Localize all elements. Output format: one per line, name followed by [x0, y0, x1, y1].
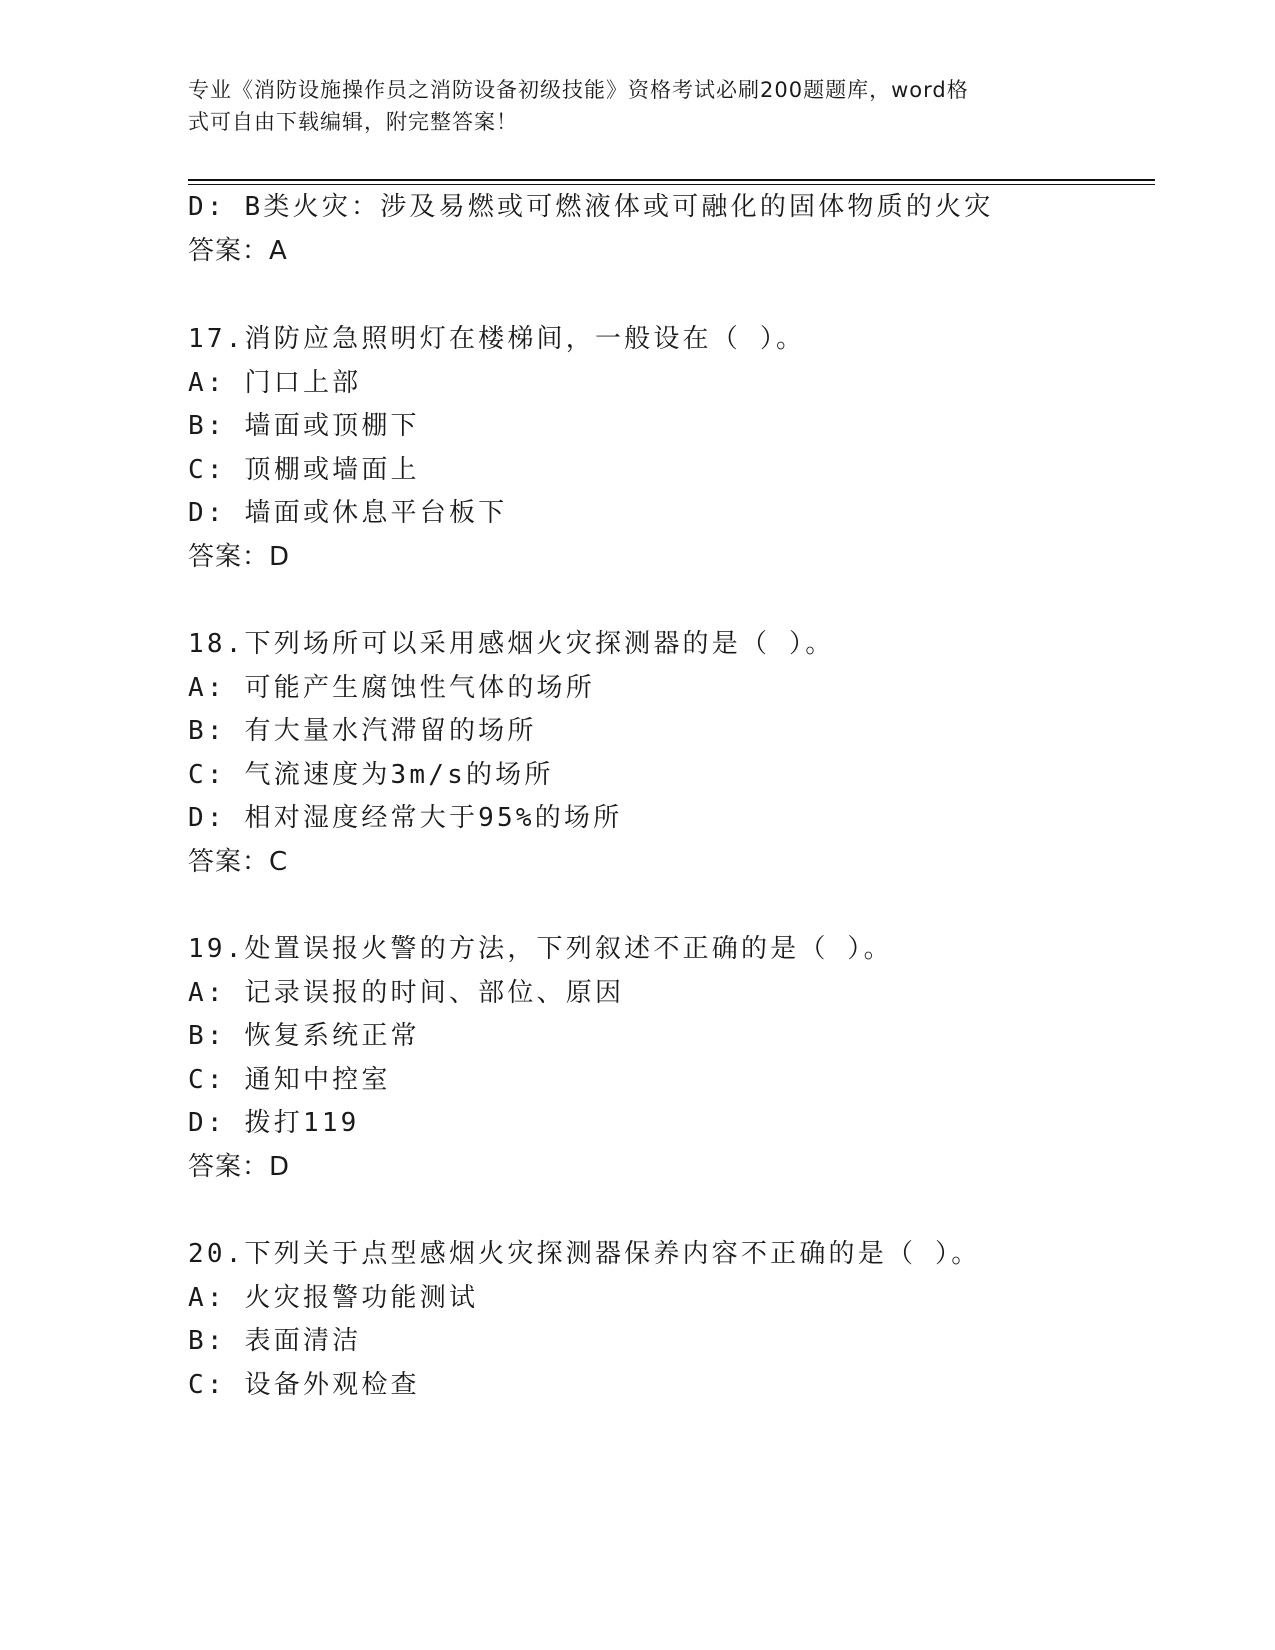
question-19-option-c: C: 通知中控室 [188, 1065, 391, 1095]
question-19-answer: 答案：D [188, 1152, 291, 1182]
question-19-stem: 19.处置误报火警的方法，下列叙述不正确的是（ ）。 [188, 934, 893, 964]
question-17-option-a: A: 门口上部 [188, 368, 362, 398]
question-17-option-d: D: 墙面或休息平台板下 [188, 498, 508, 528]
question-18-answer: 答案：C [188, 847, 289, 877]
question-20-option-a: A: 火灾报警功能测试 [188, 1283, 479, 1313]
question-17-option-c: C: 顶棚或墙面上 [188, 455, 420, 485]
question-18-option-a: A: 可能产生腐蚀性气体的场所 [188, 673, 595, 703]
question-19-option-b: B: 恢复系统正常 [188, 1021, 420, 1051]
question-20-option-c: C: 设备外观检查 [188, 1370, 420, 1400]
question-17-answer: 答案：D [188, 542, 291, 572]
header-divider-thick [188, 179, 1155, 181]
question-19-option-a: A: 记录误报的时间、部位、原因 [188, 978, 625, 1008]
document-header [188, 74, 1088, 138]
question-17-option-b: B: 墙面或顶棚下 [188, 411, 420, 441]
question-16-answer: 答案：A [188, 236, 288, 266]
header-line-2: 式可自由下载编辑，附完整答案！ [188, 110, 518, 134]
question-18-option-c: C: 气流速度为3m/s的场所 [188, 760, 554, 790]
question-17-stem: 17.消防应急照明灯在楼梯间，一般设在（ ）。 [188, 324, 806, 354]
header-line-1: 专业《消防设施操作员之消防设备初级技能》资格考试必刷200题题库，word格 [188, 78, 969, 102]
question-19-option-d: D: 拨打119 [188, 1108, 360, 1138]
question-20-stem: 20.下列关于点型感烟火灾探测器保养内容不正确的是（ ）。 [188, 1239, 981, 1269]
question-16-option-d: D: B类火灾：涉及易燃或可燃液体或可融化的固体物质的火灾 [188, 192, 994, 222]
header-divider-thin [188, 184, 1155, 185]
question-20-option-b: B: 表面清洁 [188, 1326, 362, 1356]
question-18-option-b: B: 有大量水汽滞留的场所 [188, 716, 537, 746]
question-18-option-d: D: 相对湿度经常大于95%的场所 [188, 803, 623, 833]
question-18-stem: 18.下列场所可以采用感烟火灾探测器的是（ ）。 [188, 629, 835, 659]
